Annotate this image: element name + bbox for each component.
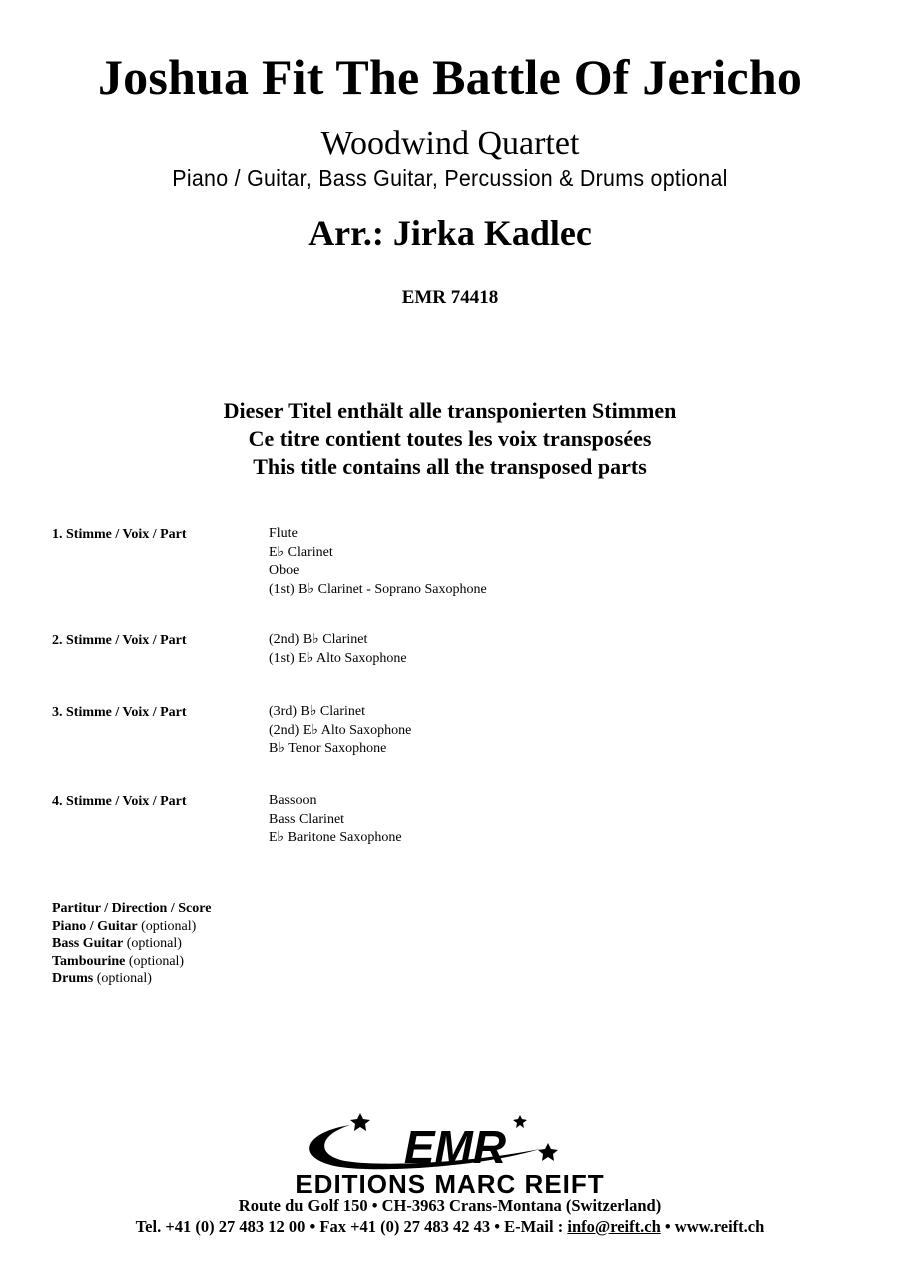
part-instrument: (2nd) E♭ Alto Saxophone [269, 722, 412, 738]
score-item-name: Tambourine [52, 953, 126, 969]
part-instrument: (1st) B♭ Clarinet - Soprano Saxophone [269, 581, 487, 597]
score-item [52, 953, 211, 971]
score-item [52, 935, 211, 953]
part-instrument: B♭ Tenor Saxophone [269, 741, 387, 756]
part-4-label: 4. Stimme / Voix / Part [52, 794, 187, 809]
score-item-name: Piano / Guitar [52, 918, 138, 934]
publisher-address: Route du Golf 150 • CH-3963 Crans-Montana (Switzerland) [238, 1196, 662, 1215]
part-instrument: (2nd) B♭ Clarinet [269, 632, 368, 647]
publisher-name: EDITIONS MARC REIFT [295, 1169, 605, 1195]
arranger-credit: Arr.: Jirka Kadlec [308, 213, 592, 253]
notice-german: Dieser Titel enthält alle transponierten Stimmen [223, 398, 677, 423]
score-item-note: (optional) [128, 953, 185, 969]
part-2-instrument-list [269, 631, 407, 668]
part-1-label: 1. Stimme / Voix / Part [52, 527, 187, 542]
part-4-instrument-list [269, 792, 402, 848]
part-3-instrument-list [269, 703, 411, 759]
score-item [52, 918, 211, 936]
catalog-number: EMR 74418 [401, 287, 499, 308]
notice-english: This title contains all the transposed parts [253, 454, 647, 479]
part-instrument: (1st) E♭ Alto Saxophone [269, 650, 407, 666]
score-item-name: Drums [52, 971, 94, 986]
score-item-note: (optional) [96, 971, 152, 986]
notice-french: Ce titre contient toutes les voix transposées [248, 426, 652, 451]
part-instrument: E♭ Clarinet [269, 544, 333, 560]
part-2-label: 2. Stimme / Voix / Part [52, 633, 187, 648]
publisher-contact [0, 1217, 900, 1237]
score-item-name: Bass Guitar [52, 936, 124, 951]
score-item-note: (optional) [126, 936, 182, 951]
part-1-instrument-list [269, 525, 487, 599]
page-title: Joshua Fit The Battle Of Jericho [97, 49, 803, 105]
score-item [52, 970, 211, 988]
score-item-note: (optional) [141, 918, 197, 934]
score-section [52, 900, 211, 988]
optional-instruments: Piano / Guitar, Bass Guitar, Percussion & Drums optional [172, 165, 728, 191]
contact-phone-fax: Tel. +41 (0) 27 483 12 00 • Fax +41 (0) 27 483 42 43 • E-Mail : [135, 1217, 568, 1236]
part-instrument: E♭ Baritone Saxophone [269, 830, 402, 845]
part-instrument: Bassoon [269, 793, 317, 808]
part-3-label: 3. Stimme / Voix / Part [52, 705, 187, 720]
contact-website: • www.reift.ch [660, 1217, 765, 1236]
email-link[interactable]: info@reift.ch [567, 1217, 661, 1236]
score-label: Partitur / Direction / Score [52, 901, 212, 916]
publisher-logo [0, 1105, 900, 1195]
ensemble-subtitle: Woodwind Quartet [320, 125, 580, 162]
logo-star-icon [538, 1143, 558, 1161]
part-instrument: Flute [269, 526, 298, 541]
part-instrument: (3rd) B♭ Clarinet [269, 704, 366, 719]
part-instrument: Oboe [269, 563, 300, 578]
logo-emr-text: EMR [403, 1121, 507, 1173]
logo-star-icon [350, 1113, 370, 1131]
part-instrument: Bass Clarinet [269, 811, 345, 827]
logo-star-icon [513, 1115, 527, 1128]
